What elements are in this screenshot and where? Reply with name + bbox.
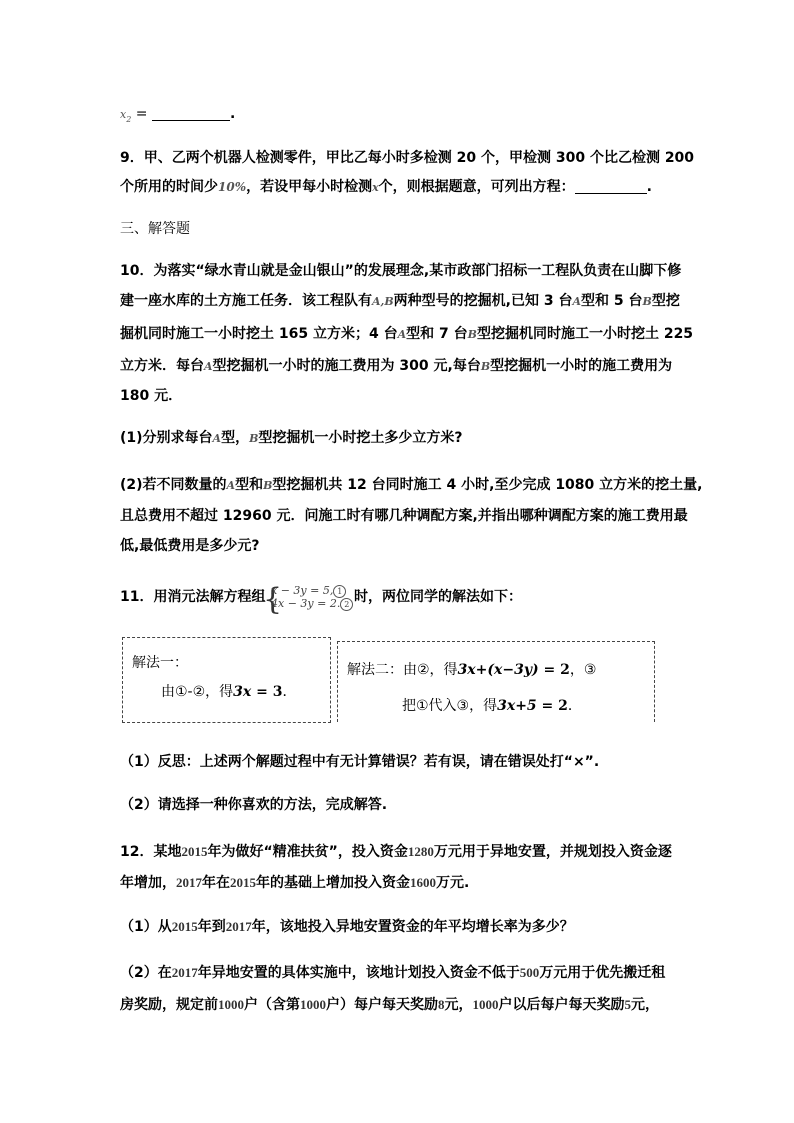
q10-l3c: 型和 7 台: [406, 326, 468, 342]
q12-p1y1: 2015: [171, 919, 198, 934]
m2-l2b: 3x+5: [497, 698, 537, 714]
q12-p2l2c: 户）每户每天奖励: [326, 997, 438, 1013]
q12-part2-line2: [120, 995, 659, 1015]
q8-var: x: [120, 108, 127, 121]
q10-l4a: 立方米．每台: [120, 358, 204, 374]
q12-part2-line1: [120, 963, 665, 983]
q12-line1: [120, 842, 672, 862]
q10-p2d: B: [263, 479, 273, 492]
q9-line1: 9．甲、乙两个机器人检测零件，甲比乙每小时多检测 20 个，甲检测 300 个比乙检测 200: [120, 150, 695, 166]
q10-l4e: 型挖掘机一小时的施工费用为: [490, 358, 673, 374]
q10-l2a: 建一座水库的土方施工任务．该工程队有: [120, 293, 372, 309]
q10-line2: [120, 291, 680, 312]
q12-p1a: （1）从: [120, 919, 172, 935]
q8-answer-line: [120, 104, 235, 130]
q8-eq: =: [131, 106, 152, 122]
q10-part2-line3: 低,最低费用是多少元?: [120, 538, 260, 554]
q11-eq2-text: 4x − 3y = 2.: [271, 597, 341, 610]
q10-l4c: 型挖掘机一小时的施工费用为 300 元,每台: [212, 358, 481, 374]
q10-p2e: 型挖掘机共 12 台同时施工 4 小时,至少完成 1080 立方米的挖土量,: [272, 477, 703, 493]
q12-l2c: 年的基础上增加投入资金: [256, 875, 410, 891]
q12-l2a: 年增加，: [120, 875, 176, 891]
q10-l3b: A: [397, 328, 407, 341]
m1-c: =: [251, 684, 273, 700]
method2-line1: [347, 659, 596, 679]
q12-p2l2e: 户以后每户每天奖励: [498, 997, 625, 1013]
q12-p2c: 万元用于优先搬迁租: [539, 965, 666, 981]
q9-line2: [120, 177, 652, 198]
m2-l2d: ．: [567, 698, 582, 714]
q10-p1a: (1)分别求每台: [120, 430, 213, 446]
q9-end: .: [646, 179, 652, 195]
method1-box: [122, 637, 331, 723]
q12-line2: [120, 873, 469, 893]
q12-p2n1000c: 1000: [472, 997, 499, 1012]
m2-d: ，③: [569, 662, 597, 678]
q11-part2: （2）请选择一种你喜欢的方法，完成解答.: [120, 797, 388, 813]
q10-l3d: B: [467, 328, 477, 341]
q10-l3a: 掘机同时施工一小时挖土 165 立方米；4 台: [120, 326, 398, 342]
q10-part1: [120, 428, 463, 449]
q12-y2015b: 2015: [230, 875, 256, 890]
m2-l2c: = 2: [536, 698, 568, 714]
q10-l3e: 型挖掘机同时施工一小时挖土 225: [476, 326, 694, 342]
q10-p1d: B: [249, 432, 259, 445]
q12-p1c: 年，该地投入异地安置资金的年平均增长率为多少？: [251, 919, 574, 935]
q10-l2d: A: [572, 295, 582, 308]
q11-part1: （1）反思：上述两个解题过程中有无计算错误？若有误，请在错误处打“×”.: [120, 754, 600, 770]
q12-l1a: 12．某地: [120, 844, 182, 860]
q10-l2e: 型和 5 台: [581, 293, 643, 309]
q11-circle-2: 2: [340, 598, 353, 611]
q10-part2-line2: 且总费用不超过 12960 元．问施工时有哪几种调配方案,并指出哪种调配方案的施工费用最: [120, 508, 688, 524]
q12-l2d: 万元.: [436, 875, 470, 891]
q10-p1e: 型挖掘机一小时挖土多少立方米?: [258, 430, 463, 446]
q12-l2b: 年在: [202, 875, 230, 891]
q12-p2b: 年异地安置的具体实施中，该地计划投入资金不低于: [197, 965, 520, 981]
q12-y2015: 2015: [181, 844, 208, 859]
q12-p2n5: 5: [624, 997, 631, 1012]
q10-p1b: A: [212, 432, 222, 445]
system-brace: {: [263, 582, 283, 617]
q12-p2y: 2017: [171, 965, 198, 980]
q10-line1: 10．为落实“绿水青山就是金山银山”的发展理念,某市政部门招标一工程队负责在山脚下修: [120, 263, 682, 279]
q11-circle-1: 1: [333, 585, 346, 598]
q10-l2f: B: [642, 295, 652, 308]
m2-b: 3x+(x−3y): [457, 662, 539, 678]
m1-e: ．: [282, 684, 297, 700]
q12-l1b: 年为做好“精准扶贫”，投入资金: [207, 844, 408, 860]
q12-p2a: （2）在: [120, 965, 172, 981]
m2-c: = 2: [538, 662, 570, 678]
m1-d: 3: [272, 684, 283, 700]
q10-l2c: 两种型号的挖掘机,已知 3 台: [393, 293, 573, 309]
m2-a: 解法二：由②，得: [347, 662, 458, 678]
q10-part2-line1: [120, 475, 702, 496]
q12-p2l2b: 户（含第: [244, 997, 300, 1013]
q11-eq2: [271, 597, 353, 611]
q10-p2c: 型和: [235, 477, 264, 493]
q10-p1c: 型，: [221, 430, 250, 446]
method1-body: [161, 681, 296, 701]
q9-var: x: [372, 181, 379, 194]
q10-line5: 180 元．: [120, 388, 183, 404]
q12-p2l2f: 元，: [631, 997, 659, 1013]
method2-box: [337, 641, 655, 722]
q12-p1y2: 2017: [225, 919, 252, 934]
q12-p2n500: 500: [519, 965, 540, 980]
q12-p2n1000b: 1000: [300, 997, 326, 1012]
q10-p2b: A: [226, 479, 236, 492]
q10-l4b: A: [204, 360, 213, 373]
q9-text-c: 个，则根据题意，可列出方程：: [378, 179, 575, 195]
q10-line3: [120, 324, 693, 345]
q8-blank: [152, 106, 230, 121]
q10-p2a: (2)若不同数量的: [120, 477, 227, 493]
q11-stem-a: 11．用消元法解方程组: [120, 589, 266, 605]
q9-text-a: 个所用的时间少: [120, 179, 218, 195]
q10-l4d: B: [480, 360, 491, 373]
q9-percent: 10%: [218, 180, 247, 194]
q9-blank: [575, 179, 647, 194]
q11-eq1-text: x − 3y = 5,: [271, 584, 334, 597]
m1-a: 由①-②，得: [161, 684, 234, 700]
q10-l2g: 型挖: [651, 293, 680, 309]
q9-text-b: ，若设甲每小时检测: [246, 179, 373, 195]
q12-l1c: 万元用于异地安置，并规划投入资金逐: [433, 844, 672, 860]
q8-sub: 2: [126, 114, 132, 124]
method1-title: 解法一：: [132, 655, 188, 671]
q12-p2n8: 8: [438, 997, 445, 1012]
q12-p2l2a: 房奖励，规定前: [120, 997, 218, 1013]
method2-line2: [402, 695, 582, 715]
q12-part1: [120, 917, 574, 937]
q12-p2l2d: 元，: [444, 997, 473, 1013]
m1-b: 3x: [233, 684, 252, 700]
q8-end: .: [229, 106, 236, 122]
section-heading: 三、解答题: [120, 221, 190, 237]
q12-n1600: 1600: [410, 875, 436, 890]
q12-n1280: 1280: [407, 844, 434, 859]
m2-l2a: 把①代入③，得: [402, 698, 498, 714]
q12-y2017: 2017: [176, 875, 202, 890]
q12-p1b: 年到: [197, 919, 226, 935]
q11-eq1: [271, 584, 346, 598]
q12-p2n1000a: 1000: [218, 997, 244, 1012]
q10-l2b: A,B: [372, 295, 394, 308]
q11-stem-b: 时，两位同学的解法如下：: [354, 589, 522, 605]
q10-line4: [120, 356, 672, 377]
